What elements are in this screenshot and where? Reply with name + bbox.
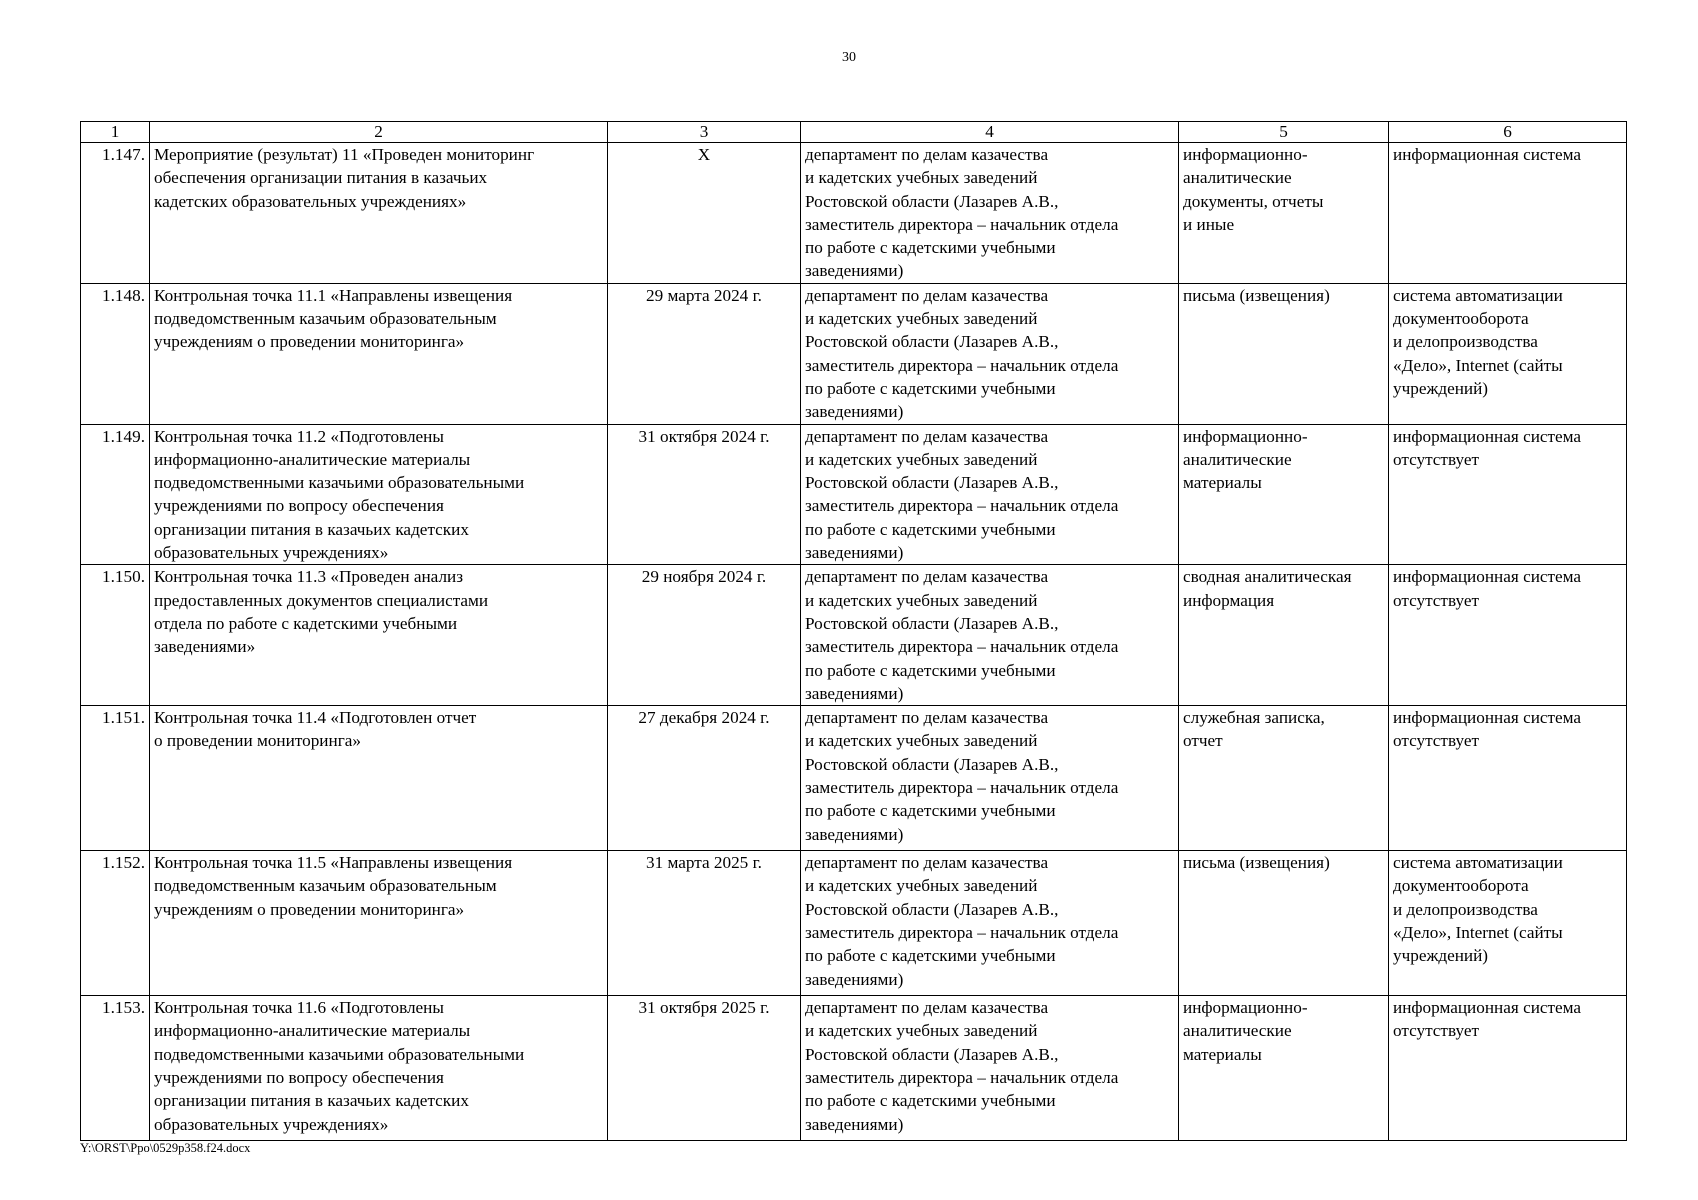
responsible-executor-line: департамент по делам казачества — [805, 145, 1049, 164]
document-type-line: сводная аналитическая — [1183, 567, 1352, 587]
column-header-5: 5 — [1179, 122, 1389, 143]
table-row — [81, 996, 1627, 1141]
row-number — [81, 706, 150, 851]
activity-name-line: Контрольная точка 11.2 «Подготовлены — [154, 426, 444, 446]
activity-name — [150, 283, 608, 424]
deadline — [608, 565, 801, 706]
document-type-line: информация — [1183, 590, 1275, 610]
deadline — [608, 143, 801, 284]
page-number: 30 — [842, 50, 856, 65]
activity-name-line: образовательных учреждениях» — [154, 1114, 389, 1134]
deadline-text: 29 ноября 2024 г. — [641, 567, 767, 587]
responsible-executor-line: Ростовской области (Лазарев А.В., — [805, 899, 1059, 919]
document-type-line: аналитические — [1183, 168, 1292, 188]
information-system — [1389, 424, 1627, 565]
information-system — [1389, 851, 1627, 996]
information-system — [1389, 996, 1627, 1141]
responsible-executor-line: заведениями) — [805, 824, 904, 844]
document-type — [1179, 851, 1389, 996]
responsible-executor-line: заместитель директора – начальник отдела — [805, 923, 1119, 943]
responsible-executor — [801, 706, 1179, 851]
responsible-executor-line: по работе с кадетскими учебными — [805, 801, 1056, 821]
deadline-text: 27 декабря 2024 г. — [638, 708, 770, 728]
activity-name-line: Контрольная точка 11.6 «Подготовлены — [154, 998, 444, 1018]
responsible-executor-line: заведениями) — [805, 683, 904, 703]
column-header-4: 4 — [801, 122, 1179, 143]
footer-file-path: Y:\ORST\Ppo\0529p358.f24.docx — [80, 1141, 251, 1155]
responsible-executor-line: заместитель директора – начальник отдела — [805, 778, 1119, 798]
activity-name-line: образовательных учреждениях» — [154, 543, 389, 563]
deadline — [608, 996, 801, 1141]
responsible-executor-line: департамент по делам казачества — [805, 426, 1049, 446]
responsible-executor-line: по работе с кадетскими учебными — [805, 946, 1056, 966]
information-system-line: и делопроизводства — [1393, 899, 1538, 919]
activity-name-line: о проведении мониторинга» — [154, 731, 361, 751]
activity-name — [150, 851, 608, 996]
information-system-line: отсутствует — [1393, 1021, 1479, 1041]
information-system-line: информационная система — [1393, 426, 1582, 446]
document-type — [1179, 996, 1389, 1141]
information-system — [1389, 706, 1627, 851]
document-type-line: отчет — [1183, 731, 1223, 751]
information-system-line: и делопроизводства — [1393, 332, 1538, 352]
activity-name-line: информационно-аналитические материалы — [154, 449, 471, 469]
row-number-text: 1.153. — [102, 998, 145, 1018]
information-system-line: информационная система — [1393, 708, 1582, 728]
document-type-line: служебная записка, — [1183, 708, 1325, 728]
row-number-text: 1.149. — [102, 426, 145, 446]
responsible-executor-line: заместитель директора – начальник отдела — [805, 355, 1119, 375]
responsible-executor-line: по работе с кадетскими учебными — [805, 238, 1056, 258]
responsible-executor-line: заведениями) — [805, 402, 904, 422]
activity-name — [150, 706, 608, 851]
document-type-line: материалы — [1183, 1044, 1262, 1064]
row-number-text: 1.151. — [102, 708, 145, 728]
information-system-line: информационная система — [1393, 998, 1582, 1018]
activity-name — [150, 996, 608, 1141]
document-type — [1179, 706, 1389, 851]
responsible-executor — [801, 851, 1179, 996]
table-body — [81, 143, 1627, 1141]
responsible-executor-line: и кадетских учебных заведений — [805, 731, 1038, 751]
document-type — [1179, 143, 1389, 284]
activity-name-line: организации питания в казачьих кадетских — [154, 519, 469, 539]
column-header-3: 3 — [608, 122, 801, 143]
activity-name-line: информационно-аналитические материалы — [154, 1021, 471, 1041]
activity-name — [150, 143, 608, 284]
responsible-executor-line: заместитель директора – начальник отдела — [805, 637, 1119, 657]
responsible-executor-line: по работе с кадетскими учебными — [805, 519, 1056, 539]
responsible-executor — [801, 283, 1179, 424]
information-system — [1389, 143, 1627, 284]
deadline — [608, 851, 801, 996]
responsible-executor-line: и кадетских учебных заведений — [805, 309, 1038, 329]
deadline-text: 31 марта 2025 г. — [646, 853, 762, 873]
deadline-text: X — [697, 145, 711, 164]
responsible-executor-line: по работе с кадетскими учебными — [805, 378, 1056, 398]
activity-name-line: Контрольная точка 11.3 «Проведен анализ — [154, 567, 464, 587]
row-number — [81, 283, 150, 424]
responsible-executor-line: департамент по делам казачества — [805, 853, 1049, 873]
responsible-executor-line: и кадетских учебных заведений — [805, 1021, 1038, 1041]
responsible-executor-line: заведениями) — [805, 1114, 904, 1134]
document-type-line: аналитические — [1183, 449, 1292, 469]
activity-name-line: обеспечения организации питания в казачьих — [154, 168, 488, 188]
row-number-text: 1.152. — [102, 853, 145, 873]
activity-name-line: предоставленных документов специалистами — [154, 590, 489, 610]
deadline — [608, 706, 801, 851]
responsible-executor-line: департамент по делам казачества — [805, 708, 1049, 728]
responsible-executor-line: заведениями) — [805, 261, 904, 281]
responsible-executor-line: Ростовской области (Лазарев А.В., — [805, 191, 1059, 211]
row-number — [81, 424, 150, 565]
table-row — [81, 283, 1627, 424]
deadline-text: 31 октября 2024 г. — [638, 426, 770, 446]
document-type — [1179, 283, 1389, 424]
information-system-line: отсутствует — [1393, 731, 1479, 751]
activity-name-line: подведомственным казачьим образовательным — [154, 876, 497, 896]
column-header-6: 6 — [1389, 122, 1627, 143]
document-type-line: материалы — [1183, 473, 1262, 493]
information-system-line: «Дело», Internet (сайты — [1393, 923, 1563, 943]
table-row — [81, 851, 1627, 996]
activity-name-line: подведомственным казачьим образовательным — [154, 309, 497, 329]
table-row — [81, 706, 1627, 851]
table-row — [81, 565, 1627, 706]
document-type-line: письма (извещения) — [1183, 285, 1330, 305]
information-system-line: информационная система — [1393, 567, 1582, 587]
responsible-executor-line: заместитель директора – начальник отдела — [805, 496, 1119, 516]
information-system-line: «Дело», Internet (сайты — [1393, 355, 1563, 375]
responsible-executor-line: департамент по делам казачества — [805, 998, 1049, 1018]
responsible-executor — [801, 424, 1179, 565]
row-number-text: 1.148. — [102, 285, 145, 305]
document-type-line: информационно- — [1183, 145, 1308, 164]
row-number — [81, 996, 150, 1141]
document-type — [1179, 565, 1389, 706]
row-number-text: 1.150. — [102, 567, 145, 587]
information-system-line: отсутствует — [1393, 449, 1479, 469]
activity-name-line: учреждениям о проведении мониторинга» — [154, 332, 465, 352]
information-system-line: учреждений) — [1393, 946, 1489, 966]
responsible-executor-line: и кадетских учебных заведений — [805, 590, 1038, 610]
responsible-executor-line: Ростовской области (Лазарев А.В., — [805, 613, 1059, 633]
responsible-executor — [801, 996, 1179, 1141]
information-system-line: система автоматизации — [1393, 285, 1563, 305]
table-header-row — [81, 122, 1627, 143]
responsible-executor — [801, 565, 1179, 706]
column-header-1: 1 — [81, 122, 150, 143]
document-type-line: документы, отчеты — [1183, 191, 1324, 211]
deadline-text: 29 марта 2024 г. — [646, 285, 762, 305]
activity-name-line: Мероприятие (результат) 11 «Проведен мониторинг — [154, 145, 535, 164]
activity-name-line: учреждениями по вопросу обеспечения — [154, 1068, 444, 1088]
information-system — [1389, 565, 1627, 706]
responsible-executor-line: Ростовской области (Лазарев А.В., — [805, 1044, 1059, 1064]
row-number — [81, 143, 150, 284]
row-number — [81, 565, 150, 706]
activity-name-line: подведомственными казачьими образовательными — [154, 1044, 525, 1064]
document-type-line: и иные — [1183, 214, 1235, 234]
column-header-2: 2 — [150, 122, 608, 143]
activity-name-line: отдела по работе с кадетскими учебными — [154, 613, 458, 633]
document-type-line: письма (извещения) — [1183, 853, 1330, 873]
document-type-line: аналитические — [1183, 1021, 1292, 1041]
responsible-executor-line: и кадетских учебных заведений — [805, 876, 1038, 896]
activity-name — [150, 565, 608, 706]
document-type — [1179, 424, 1389, 565]
responsible-executor-line: и кадетских учебных заведений — [805, 168, 1038, 188]
activity-name-line: заведениями» — [154, 637, 256, 657]
information-system-line: отсутствует — [1393, 590, 1479, 610]
responsible-executor-line: по работе с кадетскими учебными — [805, 1091, 1056, 1111]
activity-name-line: Контрольная точка 11.4 «Подготовлен отчет — [154, 708, 477, 728]
deadline-text: 31 октября 2025 г. — [638, 998, 770, 1018]
responsible-executor-line: Ростовской области (Лазарев А.В., — [805, 332, 1059, 352]
information-system-line: документооборота — [1393, 309, 1529, 329]
document-type-line: информационно- — [1183, 998, 1308, 1018]
responsible-executor-line: заместитель директора – начальник отдела — [805, 1068, 1119, 1088]
responsible-executor-line: заместитель директора – начальник отдела — [805, 214, 1119, 234]
responsible-executor-line: заведениями) — [805, 969, 904, 989]
responsible-executor-line: по работе с кадетскими учебными — [805, 660, 1056, 680]
responsible-executor-line: департамент по делам казачества — [805, 285, 1049, 305]
activity-name-line: кадетских образовательных учреждениях» — [154, 191, 467, 211]
information-system-line: система автоматизации — [1393, 853, 1563, 873]
responsible-executor-line: и кадетских учебных заведений — [805, 449, 1038, 469]
plan-table — [80, 121, 1627, 1141]
activity-name-line: учреждениями по вопросу обеспечения — [154, 496, 444, 516]
table-row — [81, 424, 1627, 565]
activity-name-line: подведомственными казачьими образовательными — [154, 473, 525, 493]
information-system-line: учреждений) — [1393, 378, 1489, 398]
responsible-executor-line: департамент по делам казачества — [805, 567, 1049, 587]
information-system-line: документооборота — [1393, 876, 1529, 896]
responsible-executor-line: Ростовской области (Лазарев А.В., — [805, 473, 1059, 493]
deadline — [608, 424, 801, 565]
activity-name — [150, 424, 608, 565]
deadline — [608, 283, 801, 424]
information-system — [1389, 283, 1627, 424]
activity-name-line: Контрольная точка 11.1 «Направлены извещения — [154, 285, 513, 305]
table-row — [81, 143, 1627, 284]
document-type-line: информационно- — [1183, 426, 1308, 446]
responsible-executor-line: заведениями) — [805, 543, 904, 563]
row-number-text: 1.147. — [102, 145, 145, 164]
activity-name-line: учреждениям о проведении мониторинга» — [154, 899, 465, 919]
activity-name-line: Контрольная точка 11.5 «Направлены извещения — [154, 853, 513, 873]
responsible-executor — [801, 143, 1179, 284]
responsible-executor-line: Ростовской области (Лазарев А.В., — [805, 754, 1059, 774]
information-system-line: информационная система — [1393, 145, 1582, 164]
row-number — [81, 851, 150, 996]
activity-name-line: организации питания в казачьих кадетских — [154, 1091, 469, 1111]
